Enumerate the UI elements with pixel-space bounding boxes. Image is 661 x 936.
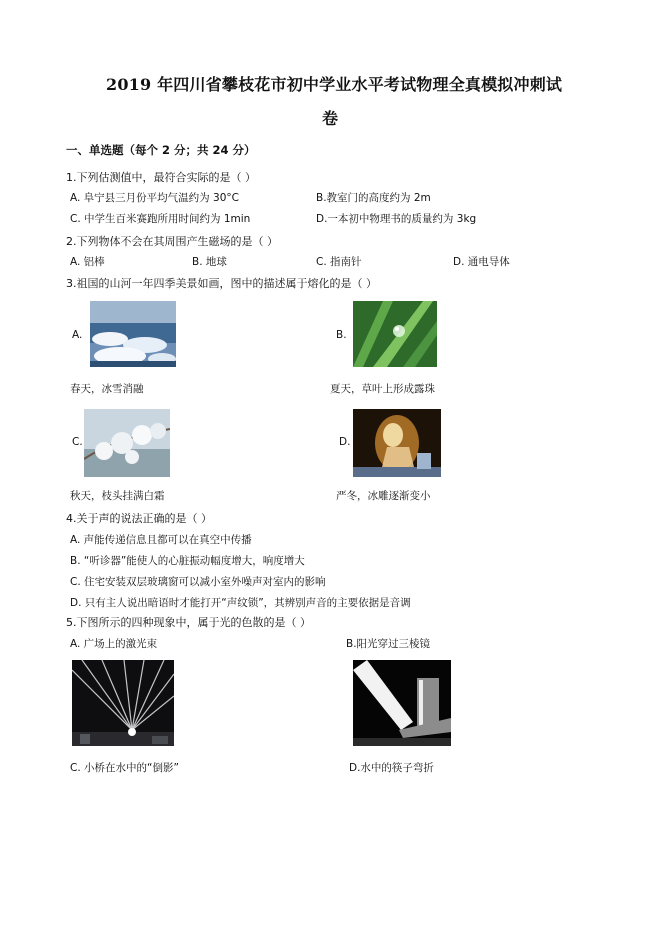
question-3-option-a-caption: 春天，冰雪消融 [70,383,144,395]
question-4-stem: 4.关于声的说法正确的是（ ） [66,512,212,525]
exam-title-line2: 卷 [322,109,339,128]
question-3-option-d-caption: 严冬，冰雕逐渐变小 [336,490,431,502]
exam-title-line1: 2019 年四川省攀枝花市初中学业水平考试物理全真模拟冲刺试 [106,75,563,94]
question-1-option-b: B.教室门的高度约为 2m [316,192,431,204]
question-3-option-a-letter: A. [72,329,83,341]
question-3-option-c-caption: 秋天，枝头挂满白霜 [70,490,165,502]
question-2-option-a: A. 铝棒 [70,256,105,268]
question-5-stem: 5.下图所示的四种现象中，属于光的色散的是（ ） [66,616,311,629]
dewdrop-leaf-photo [353,301,437,367]
question-2-option-c: C. 指南针 [316,256,362,268]
question-3-stem: 3.祖国的山河一年四季美景如画，图中的描述属于熔化的是（ ） [66,277,377,290]
question-4-option-a: A. 声能传递信息且都可以在真空中传播 [70,534,252,546]
snow-melting-photo [90,301,176,367]
question-1-option-c: C. 中学生百米赛跑所用时间约为 1min [70,213,251,225]
question-3-option-b-letter: B. [336,329,347,341]
question-5-option-a: A. 广场上的激光束 [70,638,158,650]
question-1-option-a: A. 阜宁县三月份平均气温约为 30°C [70,192,239,204]
question-3-option-b-caption: 夏天，草叶上形成露珠 [330,383,435,395]
question-3-option-c-letter: C. [72,436,83,448]
laser-beams-photo [72,660,174,746]
question-1-option-d: D.一本初中物理书的质量约为 3kg [316,213,477,225]
section-heading: 一、单选题（每个 2 分；共 24 分） [66,143,256,157]
question-5-option-b: B.阳光穿过三棱镜 [346,638,431,650]
question-1-stem: 1.下列估测值中，最符合实际的是（ ） [66,171,256,184]
question-3-option-d-letter: D. [339,436,351,448]
question-5-option-d: D.水中的筷子弯折 [349,762,434,774]
question-2-option-d: D. 通电导体 [453,256,510,268]
question-5-option-c: C. 小桥在水中的“倒影” [70,762,179,774]
frost-branch-photo [84,409,170,477]
ice-sculpture-photo [353,409,441,477]
question-4-option-c: C. 住宅安装双层玻璃窗可以减小室外噪声对室内的影响 [70,576,326,588]
question-2-option-b: B. 地球 [192,256,227,268]
prism-sunlight-photo [353,660,451,746]
question-4-option-b: B. “听诊器”能使人的心脏振动幅度增大，响度增大 [70,555,305,567]
question-4-option-d: D. 只有主人说出暗语时才能打开“声纹锁”，其辨别声音的主要依据是音调 [70,597,411,609]
question-2-stem: 2.下列物体不会在其周围产生磁场的是（ ） [66,235,278,248]
